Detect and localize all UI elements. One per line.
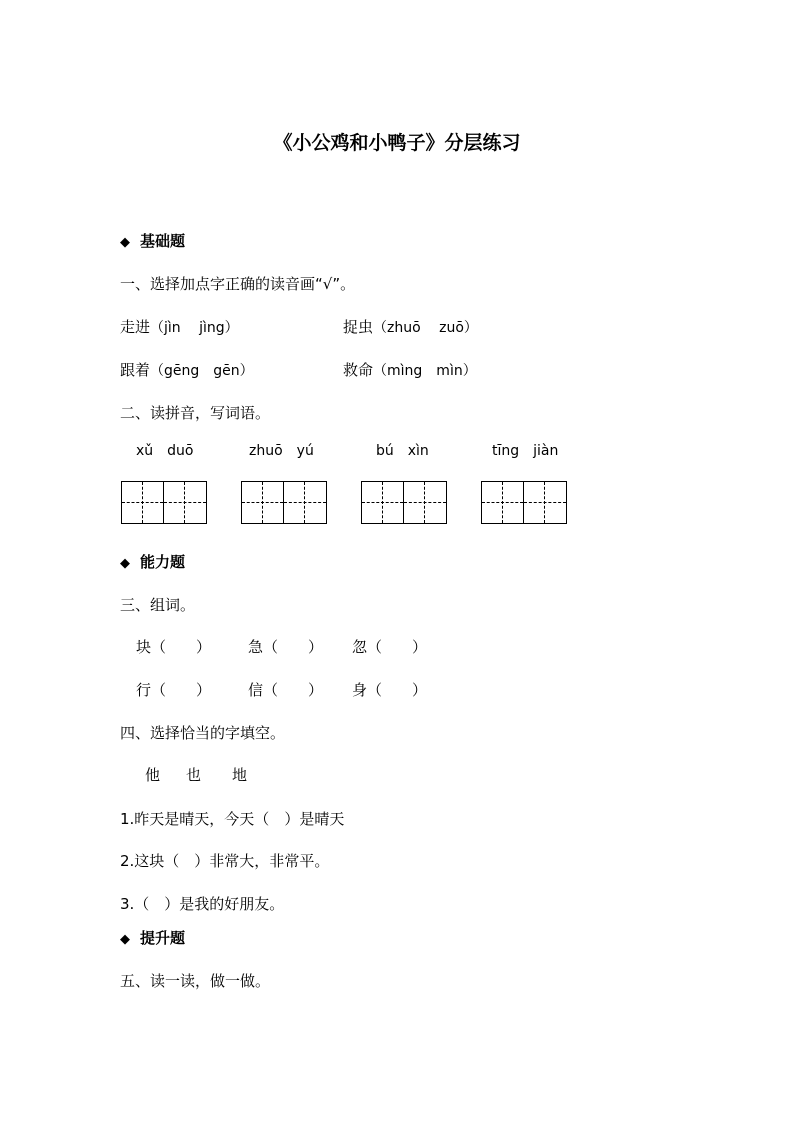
section-ability-label: 能力题 [140, 553, 186, 571]
q3-word-1: 块（ ） [136, 638, 212, 656]
q1-item-options: （gēng gēn） [150, 363, 254, 379]
q1-item-3 [120, 359, 254, 380]
section-basic-label: 基础题 [140, 232, 186, 250]
q4-sentence-1: 1.昨天是晴天，今天（ ）是晴天 [120, 810, 345, 828]
q1-item-2 [343, 316, 478, 337]
section-advanced-label: 提升题 [140, 929, 186, 947]
q1-prompt: 一、选择加点字正确的读音画“√”。 [120, 275, 356, 293]
q2-pinyin-4: tīng jiàn [492, 443, 559, 459]
q1-item-options: （mìng mìn） [373, 363, 477, 379]
q3-word-4: 行（ ） [136, 681, 212, 699]
section-basic-heading [120, 230, 185, 251]
q2-prompt: 二、读拼音，写词语。 [120, 404, 271, 422]
q3-word-3: 忽（ ） [352, 638, 428, 656]
q2-pinyin-1: xǔ duō [136, 443, 194, 459]
q3-prompt: 三、组词。 [120, 596, 196, 614]
q1-item-word: 跟着 [120, 361, 151, 379]
q1-item-options: （zhuō zuō） [373, 320, 478, 336]
page-title: 《小公鸡和小鸭子》分层练习 [273, 132, 521, 154]
q4-choice-1: 他 [145, 766, 161, 784]
diamond-bullet-icon: ◆ [120, 556, 130, 571]
q3-word-6: 身（ ） [352, 681, 428, 699]
q4-prompt: 四、选择恰当的字填空。 [120, 724, 286, 742]
q1-item-word: 走进 [120, 318, 151, 336]
q4-choice-2: 也 [186, 766, 202, 784]
q1-item-4 [343, 359, 477, 380]
writing-grid-3[interactable] [361, 481, 447, 524]
q1-item-options: （jìn jìng） [150, 320, 239, 336]
q4-choice-3: 地 [232, 766, 248, 784]
q4-sentence-3: 3.（ ）是我的好朋友。 [120, 895, 285, 913]
q3-word-2: 急（ ） [248, 638, 324, 656]
q1-item-word: 救命 [343, 361, 374, 379]
q3-word-5: 信（ ） [248, 681, 324, 699]
writing-grid-2[interactable] [241, 481, 327, 524]
q2-pinyin-2: zhuō yú [249, 443, 314, 459]
q1-item-word: 捉虫 [343, 318, 374, 336]
diamond-bullet-icon: ◆ [120, 932, 130, 947]
writing-grid-1[interactable] [121, 481, 207, 524]
diamond-bullet-icon: ◆ [120, 235, 130, 250]
section-advanced-heading [120, 927, 185, 948]
q5-prompt: 五、读一读，做一做。 [120, 972, 271, 990]
writing-grid-4[interactable] [481, 481, 567, 524]
q2-pinyin-3: bú xìn [376, 443, 429, 459]
q4-sentence-2: 2.这块（ ）非常大，非常平。 [120, 852, 330, 870]
section-ability-heading [120, 551, 185, 572]
q1-item-1 [120, 316, 239, 337]
